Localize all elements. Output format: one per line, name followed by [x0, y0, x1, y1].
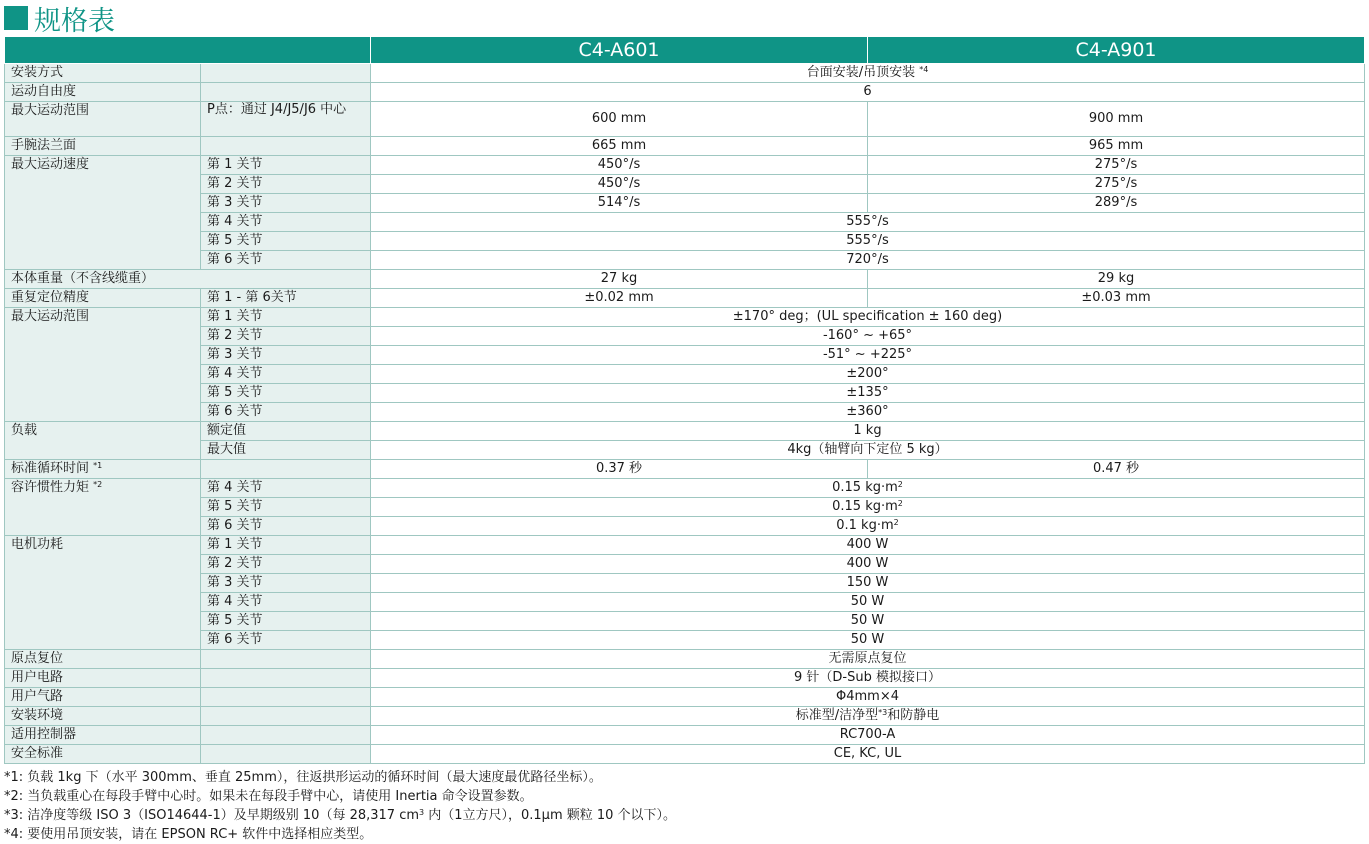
row-value: 无需原点复位 — [371, 650, 1365, 669]
footnote-3: *3: 洁净度等级 ISO 3（ISO14644-1）及早期级别 10（每 28,317 $cm^3$ 内（1立方尺），0.1µm 颗粒 10 个以下）。 — [4, 808, 677, 823]
row-value-model2: 0.47 秒 — [868, 460, 1365, 479]
row-sub: 第 5 关节 — [201, 384, 371, 403]
row-sub — [201, 707, 371, 726]
row-value: 0.15 $kg\cdot m^2$ — [371, 498, 1365, 517]
row-sub: P点：通过 J4/J5/J6 中心 — [201, 102, 371, 137]
row-label: 安全标准 — [5, 745, 201, 764]
row-sub: 第 4 关节 — [201, 365, 371, 384]
row-value: -160° ~ +65° — [371, 327, 1365, 346]
row-wiring — [5, 669, 1365, 688]
row-value-model1: 0.37 秒 — [371, 460, 868, 479]
row-value: 标准型/洁净型$^{*3}$和防静电 — [371, 707, 1365, 726]
row-sub: 第 3 关节 — [201, 194, 371, 213]
row-sub: 第 4 关节 — [201, 213, 371, 232]
row-inertia-j4 — [5, 479, 1365, 498]
row-mount — [5, 64, 1365, 83]
row-label: 安装方式 — [5, 64, 201, 83]
spec-table — [4, 36, 1365, 764]
row-label: 原点复位 — [5, 650, 201, 669]
row-value: 555°/s — [371, 213, 1365, 232]
row-label: 标准循环时间 $^{*1}$ — [5, 460, 201, 479]
footnote-2: *2: 当负载重心在每段手臂中心时。如果未在每段手臂中心，请使用 Inertia 命令设置参数。 — [4, 789, 533, 804]
row-value-model1: 450°/s — [371, 156, 868, 175]
row-value: 150 W — [371, 574, 1365, 593]
row-value: ±200° — [371, 365, 1365, 384]
row-sub: 第 3 关节 — [201, 574, 371, 593]
row-value-model1: 514°/s — [371, 194, 868, 213]
row-value: 9 针（D-Sub 模拟接口） — [371, 669, 1365, 688]
row-sub: 最大值 — [201, 441, 371, 460]
row-power-j5 — [5, 612, 1365, 631]
row-flange — [5, 137, 1365, 156]
row-label: 最大运动范围 — [5, 102, 201, 137]
row-payload-max — [5, 441, 1365, 460]
row-label: 用户气路 — [5, 688, 201, 707]
row-value: 555°/s — [371, 232, 1365, 251]
row-value-model1: 665 mm — [371, 137, 868, 156]
row-payload-rated — [5, 422, 1365, 441]
row-sub — [201, 64, 371, 83]
row-sub: 第 4 关节 — [201, 593, 371, 612]
row-value: 400 W — [371, 555, 1365, 574]
row-dof — [5, 83, 1365, 102]
row-sub: 第 1 关节 — [201, 308, 371, 327]
row-value-model2: ±0.03 mm — [868, 289, 1365, 308]
row-sub — [201, 688, 371, 707]
row-value: 6 — [371, 83, 1365, 102]
row-inertia-j6 — [5, 517, 1365, 536]
row-range-j4 — [5, 365, 1365, 384]
row-value: -51° ~ +225° — [371, 346, 1365, 365]
row-home — [5, 650, 1365, 669]
row-sub — [201, 669, 371, 688]
footnote-ref: *3 — [878, 708, 888, 717]
row-label: 最大运动范围 — [5, 308, 201, 422]
row-range-j6 — [5, 403, 1365, 422]
row-value: 50 W — [371, 593, 1365, 612]
footnote-ref: *2 — [93, 480, 103, 489]
row-label: 最大运动速度 — [5, 156, 201, 270]
row-value: ±135° — [371, 384, 1365, 403]
row-label: 容许惯性力矩 $^{*2}$ — [5, 479, 201, 536]
row-speed-j4 — [5, 213, 1365, 232]
row-safety — [5, 745, 1365, 764]
row-reach — [5, 102, 1365, 137]
row-value: 0.1 $kg\cdot m^2$ — [371, 517, 1365, 536]
footnote-ref: *1 — [93, 461, 103, 470]
row-power-j6 — [5, 631, 1365, 650]
row-value: ±360° — [371, 403, 1365, 422]
row-value-model1: ±0.02 mm — [371, 289, 868, 308]
row-sub: 第 6 关节 — [201, 517, 371, 536]
row-label: 运动自由度 — [5, 83, 201, 102]
row-weight — [5, 270, 1365, 289]
row-power-j1 — [5, 536, 1365, 555]
row-value: 4kg（轴臂向下定位 5 kg） — [371, 441, 1365, 460]
title-square-icon — [4, 6, 28, 30]
row-speed-j6 — [5, 251, 1365, 270]
footnote-4: *4: 要使用吊顶安装，请在 EPSON RC+ 软件中选择相应类型。 — [4, 827, 373, 842]
row-value: 0.15 $kg\cdot m^2$ — [371, 479, 1365, 498]
row-sub: 第 5 关节 — [201, 612, 371, 631]
row-value: 台面安装/吊顶安装 $^{*4}$ — [371, 64, 1365, 83]
row-speed-j2 — [5, 175, 1365, 194]
row-range-j3 — [5, 346, 1365, 365]
row-sub — [201, 460, 371, 479]
header-model1: C4-A601 — [371, 37, 868, 64]
row-label: 电机功耗 — [5, 536, 201, 650]
row-sub: 第 1 关节 — [201, 156, 371, 175]
row-value-model2: 289°/s — [868, 194, 1365, 213]
row-sub: 额定值 — [201, 422, 371, 441]
row-value-model2: 275°/s — [868, 156, 1365, 175]
row-value: RC700-A — [371, 726, 1365, 745]
row-value: 720°/s — [371, 251, 1365, 270]
header-model2: C4-A901 — [868, 37, 1365, 64]
row-air — [5, 688, 1365, 707]
title-text: 规格表 — [34, 5, 115, 37]
row-value: 50 W — [371, 612, 1365, 631]
row-sub — [201, 745, 371, 764]
row-value: ±170° deg；(UL specification ± 160 deg) — [371, 308, 1365, 327]
footnote-ref: *4 — [919, 65, 929, 74]
row-value-model1: 450°/s — [371, 175, 868, 194]
row-sub — [201, 726, 371, 745]
footnotes — [4, 768, 676, 844]
row-sub: 第 6 关节 — [201, 403, 371, 422]
row-env — [5, 707, 1365, 726]
row-sub: 第 1 关节 — [201, 536, 371, 555]
footnote-1: *1: 负载 1kg 下（水平 300mm、垂直 25mm），往返拱形运动的循环时间（最大速度最优路径坐标）。 — [4, 770, 602, 785]
row-sub: 第 3 关节 — [201, 346, 371, 365]
row-inertia-j5 — [5, 498, 1365, 517]
row-value: CE, KC, UL — [371, 745, 1365, 764]
row-sub: 第 2 关节 — [201, 555, 371, 574]
row-power-j2 — [5, 555, 1365, 574]
row-range-j1 — [5, 308, 1365, 327]
row-value-model1: 600 mm — [371, 102, 868, 137]
row-label: 安装环境 — [5, 707, 201, 726]
row-sub — [201, 650, 371, 669]
row-speed-j5 — [5, 232, 1365, 251]
row-label: 重复定位精度 — [5, 289, 201, 308]
page-title — [4, 2, 115, 37]
row-value: Φ4mm×4 — [371, 688, 1365, 707]
row-value-model2: 29 kg — [868, 270, 1365, 289]
row-sub — [201, 137, 371, 156]
row-label: 本体重量（不含线缆重） — [5, 270, 371, 289]
row-value: 50 W — [371, 631, 1365, 650]
row-power-j3 — [5, 574, 1365, 593]
row-value: 1 kg — [371, 422, 1365, 441]
row-sub: 第 5 关节 — [201, 498, 371, 517]
row-sub — [201, 83, 371, 102]
row-value-model2: 900 mm — [868, 102, 1365, 137]
row-speed-j3 — [5, 194, 1365, 213]
row-cycle — [5, 460, 1365, 479]
header-row — [5, 37, 1365, 64]
row-controller — [5, 726, 1365, 745]
header-blank — [5, 37, 371, 64]
row-sub: 第 2 关节 — [201, 175, 371, 194]
row-value-model2: 965 mm — [868, 137, 1365, 156]
row-value-model1: 27 kg — [371, 270, 868, 289]
row-value: 400 W — [371, 536, 1365, 555]
row-sub: 第 4 关节 — [201, 479, 371, 498]
row-label: 适用控制器 — [5, 726, 201, 745]
row-speed-j1 — [5, 156, 1365, 175]
row-value-model2: 275°/s — [868, 175, 1365, 194]
row-sub: 第 5 关节 — [201, 232, 371, 251]
row-repeat — [5, 289, 1365, 308]
row-range-j2 — [5, 327, 1365, 346]
row-range-j5 — [5, 384, 1365, 403]
row-label: 手腕法兰面 — [5, 137, 201, 156]
row-label: 用户电路 — [5, 669, 201, 688]
row-power-j4 — [5, 593, 1365, 612]
row-sub: 第 2 关节 — [201, 327, 371, 346]
row-sub: 第 6 关节 — [201, 631, 371, 650]
row-label: 负载 — [5, 422, 201, 460]
row-sub: 第 6 关节 — [201, 251, 371, 270]
row-sub: 第 1 - 第 6关节 — [201, 289, 371, 308]
